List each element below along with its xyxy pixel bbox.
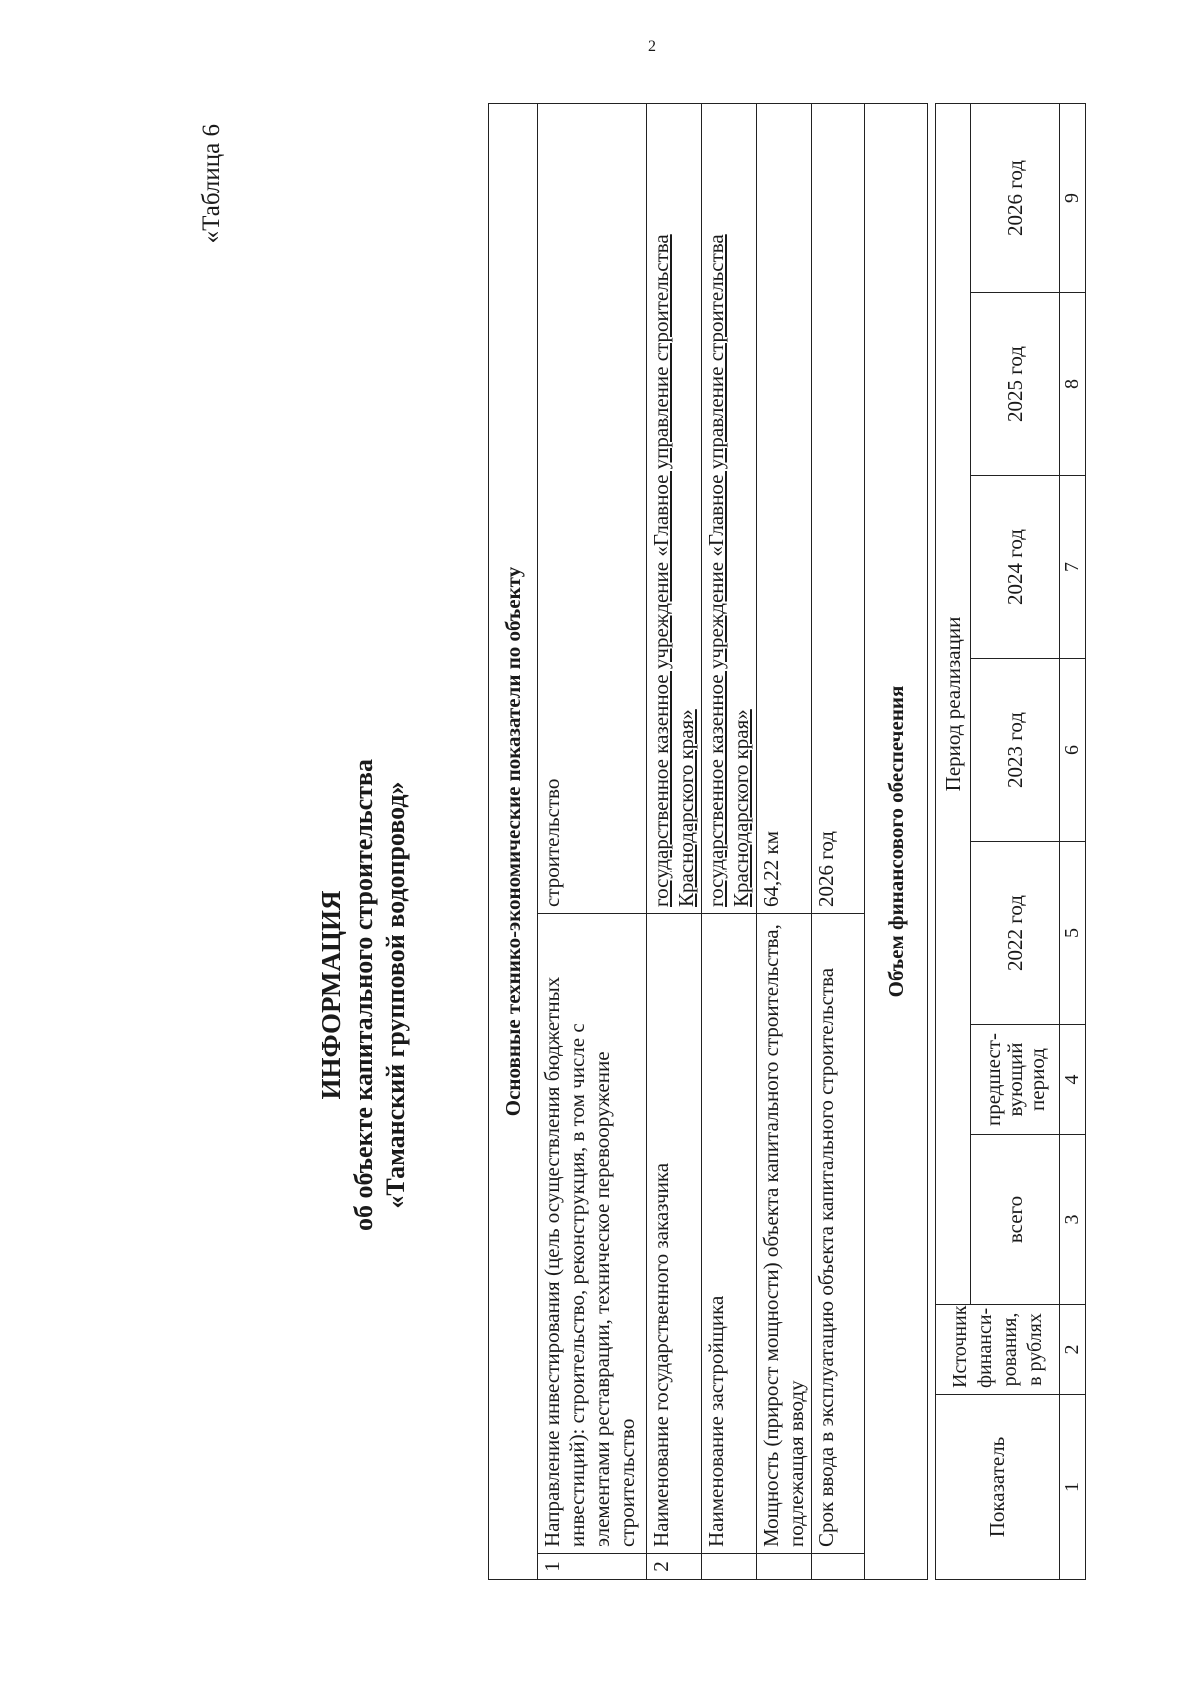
col-number: 1	[1060, 1395, 1086, 1580]
document-title: ИНФОРМАЦИЯ	[316, 890, 346, 1100]
col-header-year: 2024 год	[971, 476, 1060, 659]
section-heading-finance: Объем финансового обеспечения	[865, 103, 928, 1579]
table-row	[757, 103, 812, 1579]
col-header-year: 2022 год	[971, 842, 1060, 1025]
row-label: Мощность (прирост мощности) объекта капитального строительства, подлежащая вводу	[757, 914, 812, 1554]
col-number: 8	[1060, 293, 1086, 476]
row-value: строительство	[538, 103, 647, 913]
row-number: 2	[647, 1554, 702, 1580]
rotated-page-content	[90, 84, 1150, 1620]
object-name: «Таманский групповой водопровод»	[381, 781, 410, 1209]
col-header-total: всего	[971, 1135, 1060, 1305]
document-subtitle: об объекте капитального строительства	[349, 759, 378, 1231]
row-value: государственное казенное учреждение «Главное управление строительства Краснодарского края»	[647, 103, 702, 913]
row-number	[812, 1554, 865, 1580]
table-row	[812, 103, 865, 1579]
indicators-table	[488, 103, 928, 1580]
row-number	[757, 1554, 812, 1580]
col-number: 5	[1060, 842, 1086, 1025]
col-number: 2	[1060, 1305, 1086, 1395]
row-value: 2026 год	[812, 103, 865, 913]
table-row	[702, 103, 757, 1579]
table-label: «Таблица 6	[198, 124, 225, 244]
col-number: 6	[1060, 659, 1086, 842]
col-header-previous: предшест-вующий период	[971, 1025, 1060, 1135]
col-header-indicator: Показатель	[936, 1395, 1060, 1580]
col-number: 7	[1060, 476, 1086, 659]
row-label: Наименование застройщика	[702, 914, 757, 1554]
row-value: 64,22 км	[757, 103, 812, 913]
page-number: 2	[648, 38, 656, 55]
table-row	[538, 103, 647, 1579]
section-heading-indicators: Основные технико-экономические показатели по объекту	[489, 103, 538, 1579]
col-header-year: 2026 год	[971, 104, 1060, 293]
col-number: 4	[1060, 1025, 1086, 1135]
row-number: 1	[538, 1554, 647, 1580]
row-number	[702, 1554, 757, 1580]
table-row	[647, 103, 702, 1579]
col-number: 9	[1060, 104, 1086, 293]
col-number: 3	[1060, 1135, 1086, 1305]
row-label: Срок ввода в эксплуатацию объекта капитального строительства	[812, 914, 865, 1554]
finance-table	[935, 103, 1086, 1580]
row-value: государственное казенное учреждение «Главное управление строительства Краснодарского края»	[702, 103, 757, 913]
row-label: Наименование государственного заказчика	[647, 914, 702, 1554]
period-header: Период реализации	[936, 104, 971, 1305]
col-header-year: 2025 год	[971, 293, 1060, 476]
col-header-source: Источник финанси-рования, в рублях	[936, 1305, 1060, 1395]
col-header-year: 2023 год	[971, 659, 1060, 842]
row-label: Направление инвестирования (цель осуществления бюджетных инвестиций): строительство, реконструкция, в том числе с элементами реставрации, техническое перевооружение строительство	[538, 914, 647, 1554]
